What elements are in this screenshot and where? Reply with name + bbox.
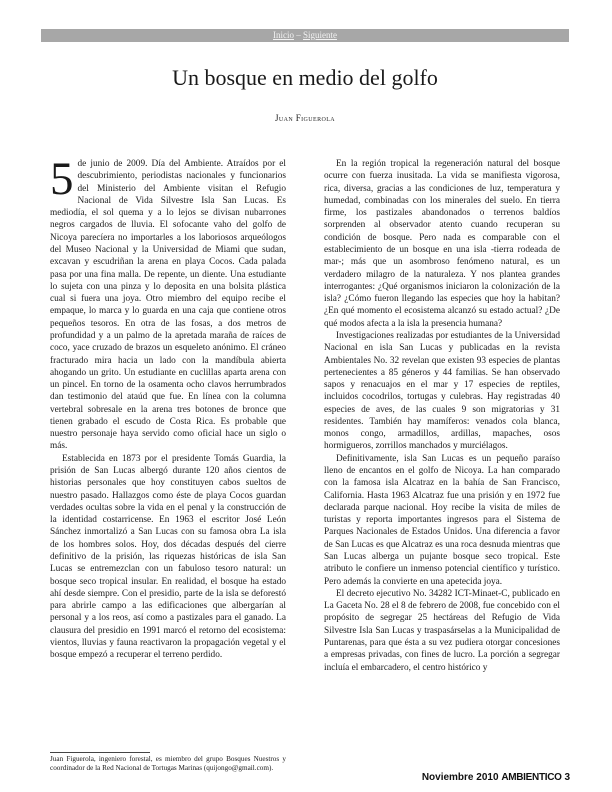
paragraph-6: El decreto ejecutivo No. 34282 ICT-Minaet-C, publicado en La Gaceta No. 28 el 8 de febrero de 2008, fue concebido con el propósito de segregar 25 hectáreas del Refugio de Vida Silvestre Isla San Lucas y traspasárselas a la Municipalidad de Puntarenas, para que ésta a su vez pudiera otorgar concesiones a empresas privadas, con fines de lucro. La porción a segregar incluía el embarcadero, el centro histórico y bbox=[324, 588, 560, 673]
drop-cap: 5 bbox=[50, 158, 74, 205]
author-footnote: Juan Figuerola, ingeniero forestal, es miembro del grupo Bosques Nuestros y coordinador de la Red Nacional de Tortugas Marinas (quijongo@gmail.com). bbox=[50, 755, 286, 772]
paragraph-1-text: de junio de 2009. Día del Ambiente. Atraídos por el descubrimiento, periodistas nacionales y funcionarios del Ministerio del Ambiente visitan el Refugio Nacional de Vida Silvestre Isla San Lucas. Es mediodía, el sol quema y a lo lejos se divisan nubarrones negros cargados de lluvia. El sofocante vaho del golfo de Nicoya parecíera no importarles a los laboriosos arqueólogos del Museo Nacional y la Universidad de Miami que sudan, excavan y escudriñan la arena en playa Cocos. Cada palada pasa por una fina malla. De repente, un diente. Una estudiante lo sujeta con una pinza y lo deposita en una bolsita plástica cual si fuera una joya. Otro miembro del equipo recibe el empaque, lo marca y lo guarda en una caja que contiene otros pequeños tesoros. En otra de las fosas, a dos metros de profundidad y a un palmo de la apretada maraña de raíces de coco, yace cruzado de brazos un esqueleto anónimo. El cráneo fracturado mira hacia un lado con la mandíbula abierta ahogando un grito. Un estudiante en cuclillas aparta arena con un pincel. En torno de la osamenta ocho clavos herrumbrados dan testimonio del ataúd que fue. En línea con la columna vertebral sobresale en la arena tres botones de bronce que tienen grabado el escudo de Costa Rica. Es probable que nuestro personaje haya servido como oficial hace un siglo o más. bbox=[50, 159, 286, 452]
paragraph-3: En la región tropical la regeneración natural del bosque ocurre con fuerza inusitada. La vida se manifiesta vigorosa, rica, diversa, gracias a las condiciones de luz, temperatura y humedad, combinadas con los minerales del suelo. En tierra firme, los pastizales abandonados o terrenos baldíos sorprenden al observador atento cuando recuperan su condición de bosque. Pero nada es comparable con el establecimiento de un bosque en una isla -tierra rodeada de mar-; más que un asombroso fenómeno natural, es un verdadero milagro de la naturaleza. Y nos plantea grandes interrogantes: ¿Qué organismos iniciaron la colonización de la isla? ¿Cómo fueron llegando las especies que hoy la habitan? ¿En qué momento el ecosistema alcanzó su estado actual? ¿De qué modos afecta a la isla la presencia humana? bbox=[324, 159, 560, 329]
issue-date: Noviembre 2010 bbox=[421, 772, 499, 783]
page-number: 3 bbox=[564, 772, 570, 783]
magazine-logo: AMBIENTICO bbox=[501, 772, 562, 783]
paragraph-4: Investigaciones realizadas por estudiantes de la Universidad Nacional en isla San Lucas y publicadas en la revista Ambientales No. 32 revelan que existen 93 especies de plantas pertenecientes a 85 géneros y 44 familias. Se han observado sapos y renacuajos en el mar y 17 especies de reptiles, incluidos cocodrilos, tortugas y culebras. Hay registradas 40 especies de aves, de las cuales 9 son migratorias y 31 residentes. También hay mamíferos: venados cola blanca, monos congo, armadillos, ardillas, mapaches, osos hormigueros, zorrillos manchados y murciélagos. bbox=[324, 330, 560, 452]
article-author: Juan Figuerola bbox=[274, 113, 336, 123]
page-footer bbox=[360, 772, 570, 783]
paragraph-5: Definitivamente, isla San Lucas es un pequeño paraíso lleno de encantos en el golfo de Nicoya. La han comparado con la famosa isla Alcatraz en la bahía de San Francisco, California. Hasta 1963 Alcatraz fue una prisión y en 1972 fue declarada parque nacional. Hoy recibe la visita de miles de turistas y reporta importantes ingresos para el Sistema de Parques Nacionales de Estados Unidos. Una diferencia a favor de San Lucas es que Alcatraz es una roca desnuda mientras que San Lucas alberga un pujante bosque seco tropical. Este atributo le confiere un inmenso potencial científico y turístico. Pero además la convierte en una apetecida joya. bbox=[324, 453, 560, 587]
paragraph-2: Establecida en 1873 por el presidente Tomás Guardia, la prisión de San Lucas albergó durante 120 años cientos de historias personales que hoy constituyen cabos sueltos de nuestro pasado. Hallazgos como éste de playa Cocos guardan verdades ocultas sobre la vida en el penal y la construcción de la identidad costarricense. En 1963 el escritor José León Sánchez inmortalizó a San Lucas con su famosa obra La isla de los hombres solos. Hoy, dos décadas después del cierre definitivo de la prisión, las riquezas históricas de isla San Lucas se entremezclan con un fabuloso tesoro natural: un bosque seco tropical insular. En realidad, el bosque ha estado ahí desde siempre. Con el presidio, parte de la isla se deforestó para abrirle campo a las edificaciones que albergarían al personal y a los reos, así como a pastizales para el ganado. La clausura del presidio en 1991 marcó el retorno del ecosistema: vientos, lluvias y fauna reactivaron la propagación vegetal y el bosque empezó a recuperar el terreno perdido. bbox=[50, 453, 286, 661]
paragraph-1 bbox=[50, 158, 286, 453]
navigation-bar bbox=[41, 29, 569, 42]
nav-separator: – bbox=[294, 30, 303, 40]
article-title: Un bosque en medio del golfo bbox=[172, 65, 438, 90]
right-column bbox=[324, 158, 560, 752]
inicio-link[interactable]: Inicio bbox=[273, 30, 294, 40]
siguiente-link[interactable]: Siguiente bbox=[303, 30, 337, 40]
footnote-divider bbox=[50, 752, 150, 753]
left-column bbox=[50, 158, 286, 752]
